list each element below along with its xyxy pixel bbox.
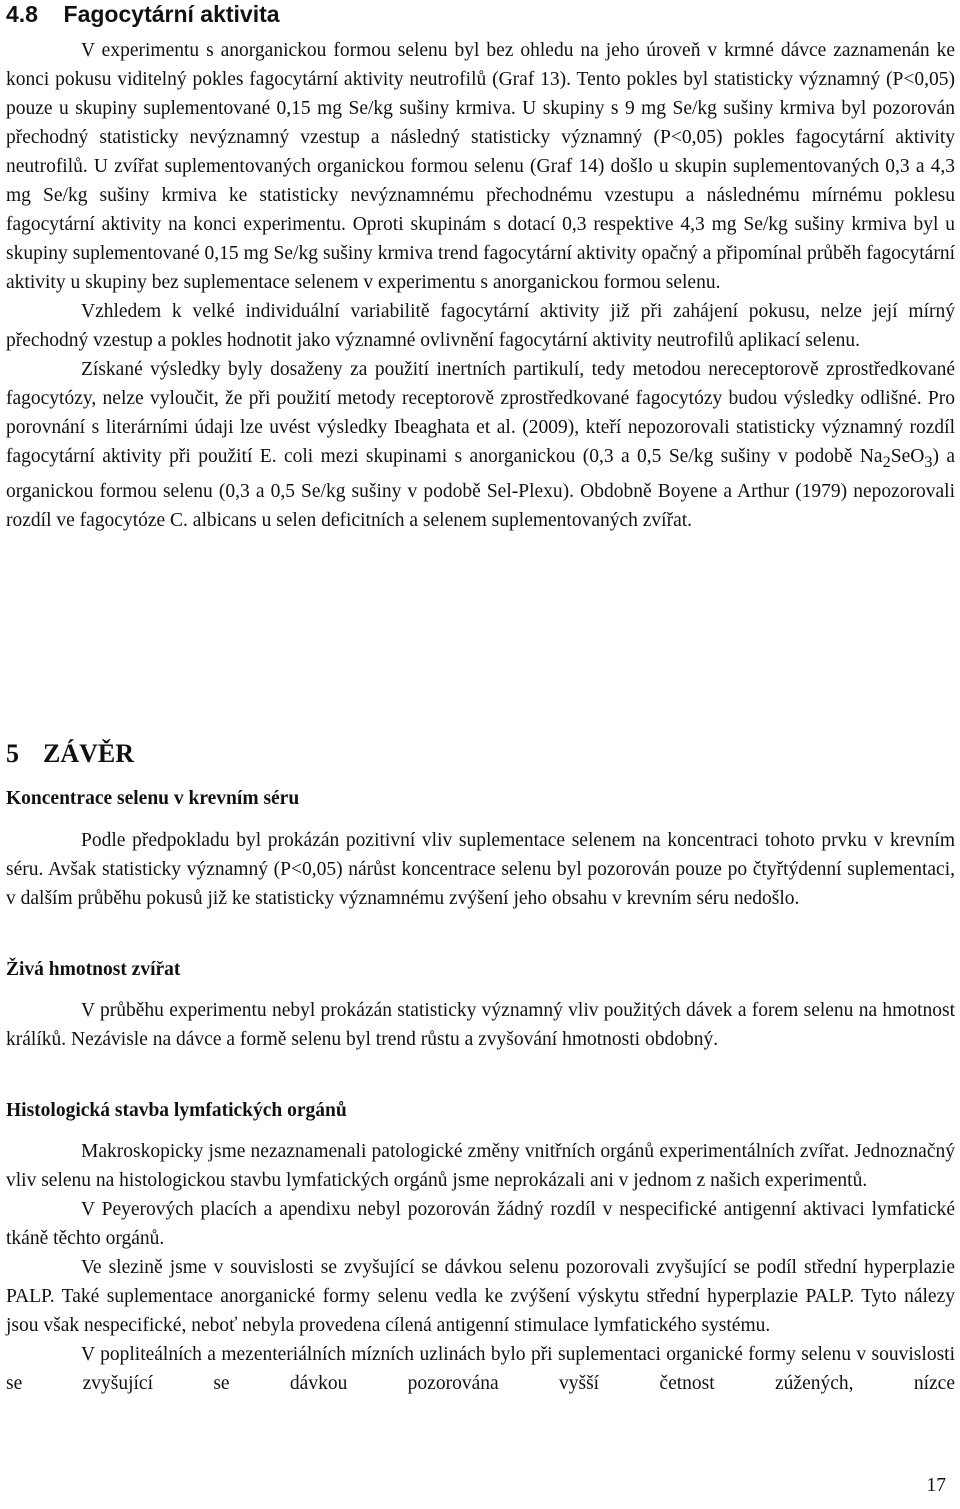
paragraph-text: SeO [890,446,925,467]
subsection-body [6,996,955,1054]
section-title: Fagocytární aktivita [63,1,280,27]
paragraph: Podle předpokladu byl prokázán pozitivní vliv suplementace selenem na koncentraci tohoto prvku v krevním séru. Avšak statisticky významný (P<0,05) nárůst koncentrace selenu byl pozorován pouze po čtyřtýdenní suplementaci, v dalším průběhu pokusů již ke statisticky významnému zvýšení jeho obsahu v krevním séru nedošlo. [6,830,955,909]
paragraph: Vzhledem k velké individuální variabilitě fagocytární aktivity již při zahájení pokusu, nelze její mírný přechodný vzestup a pokles hodnotit jako významné ovlivnění fagocytární aktivity neutrofilů aplikací selenu. [6,301,955,351]
paragraph: Makroskopicky jsme nezaznamenali patologické změny vnitřních orgánů experimentálních zvířat. Jednoznačný vliv selenu na histologickou stavbu lymfatických orgánů jsme neprokázali ani v jednom z našich experimentů. [6,1141,955,1191]
paragraph: V Peyerových placích a apendixu nebyl pozorován žádný rozdíl v nespecifické antigenní aktivaci lymfatické tkáně těchto orgánů. [6,1199,955,1249]
page-number: 17 [926,1475,946,1496]
subsection-heading: Koncentrace selenu v krevním séru [6,788,300,809]
section-number: 4.8 [6,1,38,27]
chapter-heading-zaver [6,738,134,770]
paragraph: V popliteálních a mezenteriálních mízních uzlinách bylo při suplementaci organické formy selenu v souvislosti se zvyšující se dávkou pozorována vyšší četnost zúžených, nízce [6,1344,955,1394]
paragraph: V průběhu experimentu nebyl prokázán statisticky významný vliv použitých dávek a forem selenu na hmotnost králíků. Nezávisle na dávce a formě selenu byl trend růstu a zvyšování hmotnosti obdobný. [6,1000,955,1050]
section-heading-4-8 [6,0,280,28]
paragraph: Ve slezině jsme v souvislosti se zvyšující se dávkou selenu pozorovali zvyšující se podíl střední hyperplazie PALP. Také suplementace anorganické formy selenu vedla ke zvýšení výskytu střední hyperplazie PALP. Tyto nálezy jsou však nespecifické, neboť nebyla provedena cílená antigenní stimulace lymfatického systému. [6,1257,955,1336]
chapter-number: 5 [6,739,19,768]
section-4-8-body [6,36,955,535]
paragraph-text: Získané výsledky byly dosaženy za použití inertních partikulí, tedy metodou nereceptorově zprostředkované fagocytózy, nelze vyloučit, že při použití metody receptorově zprostředkované fagocytózy budou výsledky odlišné. Pro porovnání s literárními údaji lze uvést výsledky Ibeaghata et al. (2009), kteří nepozorovali statisticky významný rozdíl fagocytární aktivity při použití E. coli mezi skupinami s anorganickou (0,3 a 0,5 Se/kg sušiny v podobě Na [6,359,955,467]
subsection-body [6,826,955,913]
subscript: 3 [924,452,933,471]
paragraph [6,355,955,535]
subscript: 2 [882,452,891,471]
chapter-title: ZÁVĚR [43,739,135,768]
subsection-heading: Histologická stavba lymfatických orgánů [6,1100,347,1121]
subsection-body [6,1137,955,1398]
paragraph-text: ) a organickou formou selenu (0,3 a 0,5 Se/kg sušiny v podobě Sel-Plexu). Obdobně Boyene a Arthur (1979) nepozorovali rozdíl ve fagocytóze C. albicans u selen deficitních a selenem suplementovaných zvířat. [6,446,955,531]
paragraph: V experimentu s anorganickou formou selenu byl bez ohledu na jeho úroveň v krmné dávce zaznamenán ke konci pokusu viditelný pokles fagocytární aktivity neutrofilů (Graf 13). Tento pokles byl statisticky významný (P<0,05) pouze u skupiny suplementované 0,15 mg Se/kg sušiny krmiva. U skupiny s 9 mg Se/kg sušiny krmiva byl pozorován přechodný statisticky nevýznamný vzestup a následný statisticky významný (P<0,05) pokles fagocytární aktivity neutrofilů. U zvířat suplementovaných organickou formou selenu (Graf 14) došlo u skupin suplementovaných 0,3 a 4,3 mg Se/kg sušiny krmiva ke statisticky nevýznamnému přechodnému vzestupu a následnému mírnému poklesu fagocytární aktivity na konci experimentu. Oproti skupinám s dotací 0,3 respektive 4,3 mg Se/kg sušiny krmiva byl u skupiny suplementované 0,15 mg Se/kg sušiny krmiva trend fagocytární aktivity opačný a připomínal průběh fagocytární aktivity u skupiny bez suplementace selenem v experimentu s anorganickou formou selenu. [6,40,955,293]
subsection-heading: Živá hmotnost zvířat [6,959,181,980]
